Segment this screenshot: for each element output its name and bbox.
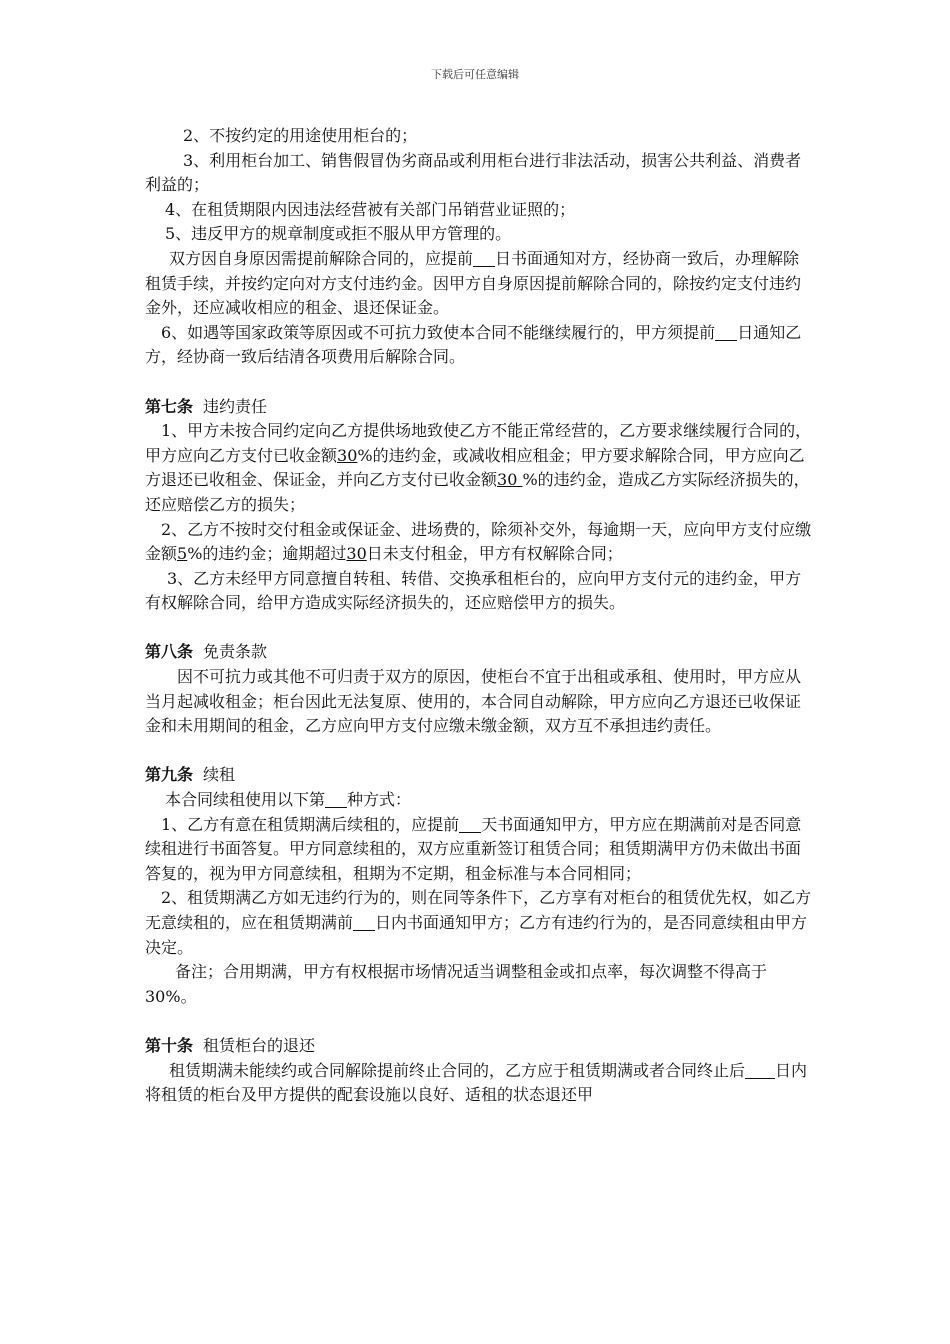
article-7-clause-1: 1、甲方未按合同约定向乙方提供场地致使乙方不能正常经营的，乙方要求继续履行合同的，甲方应向乙方支付已收金额30%的违约金，或减收相应租金；甲方要求解除合同，甲方应向乙方退还已收租金、保证金，并向乙方支付已收金额30 %的违约金，造成乙方实际经济损失的，还应赔偿乙方的损失； (145, 421, 812, 514)
clause-5: 5、违反甲方的规章制度或拒不服从甲方管理的。 (165, 224, 512, 244)
article-number: 第十条 (145, 1035, 194, 1055)
article-8-heading (145, 640, 813, 665)
document-body (145, 124, 813, 1108)
article-10-paragraph: 租赁期满未能续约或合同解除提前终止合同的，乙方应于租赁期满或者合同终止后 日内将租赁的柜台及甲方提供的配套设施以良好、适租的状态退还甲 (145, 1060, 808, 1105)
blank-underline (473, 250, 495, 267)
article-title: 续租 (203, 765, 236, 785)
article-9-intro: 本合同续租使用以下第 种方式： (165, 790, 412, 810)
article-title: 租赁柜台的退还 (203, 1035, 316, 1055)
clause-6: 6、如遇等国家政策等原因或不可抗力致使本合同不能继续履行的，甲方须提前 日通知乙方，经协商一致后结清各项费用后解除合同。 (145, 322, 802, 367)
clause-3: 3、利用柜台加工、销售假冒伪劣商品或利用柜台进行非法活动，损害公共利益、消费者利益的； (145, 150, 802, 195)
article-7-clause-3: 3、乙方未经甲方同意擅自转租、转借、交换承租柜台的，应向甲方支付元的违约金，甲方有权解除合同，给甲方造成实际经济损失的，还应赔偿甲方的损失。 (145, 568, 802, 613)
blank-underline (353, 914, 375, 931)
article-title: 免责条款 (203, 642, 268, 662)
article-8-paragraph: 因不可抗力或其他不可归责于双方的原因，使柜台不宜于出租或承租、使用时，甲方应从当月起减收租金；柜台因此无法复原、使用的，本合同自动解除，甲方应向乙方退还已收保证金和未用期间的租金，乙方应向甲方支付应缴未缴金额，双方互不承担违约责任。 (145, 667, 802, 736)
article-9-note: 备注；合用期满，甲方有权根据市场情况适当调整租金或扣点率，每次调整不得高于30%。 (145, 962, 768, 1006)
blank-underline (715, 324, 737, 341)
underlined-value: 5 (177, 544, 188, 564)
underlined-value: 30 (337, 445, 358, 465)
article-7-heading (145, 395, 813, 420)
article-10-heading (145, 1034, 813, 1059)
article-7-clause-2: 2、乙方不按时交付租金或保证金、进场费的，除须补交外，每逾期一天，应向甲方支付应缴金额5%的违约金；逾期超过30日未支付租金，甲方有权解除合同； (145, 519, 812, 564)
article-number: 第七条 (145, 396, 194, 416)
article-9-clause-1: 1、乙方有意在租赁期满后续租的，应提前 天书面通知甲方，甲方应在期满前对是否同意续租进行书面答复。甲方同意续租的，双方应重新签订租赁合同；租赁期满甲方仍未做出书面答复的，视为甲方同意续租，租期为不定期，租金标准与本合同相同； (145, 814, 802, 883)
early-termination-paragraph: 双方因自身原因需提前解除合同的，应提前 日书面通知对方，经协商一致后，办理解除租赁手续，并按约定向对方支付违约金。因甲方自身原因提前解除合同的，除按约定支付违约金外，还应减收相应的租金、退还保证金。 (145, 248, 802, 318)
blank-underline (745, 1062, 775, 1079)
blank-underline (459, 816, 481, 833)
article-title: 违约责任 (203, 396, 268, 416)
article-9-heading (145, 763, 813, 788)
clause-4: 4、在租赁期限内因违法经营被有关部门吊销营业证照的； (165, 199, 576, 219)
blank-underline (325, 791, 347, 808)
clause-2: 2、不按约定的用途使用柜台的； (183, 126, 418, 145)
page-header: 下载后可任意编辑 (431, 68, 519, 81)
article-9-clause-2: 2、租赁期满乙方如无违约行为的，则在同等条件下，乙方享有对柜台的租赁优先权，如乙方无意续租的，应在租赁期满前 日内书面通知甲方；乙方有违约行为的，是否同意续租由甲方决定。 (145, 888, 812, 957)
underlined-value: 30 (346, 544, 367, 564)
article-number: 第九条 (145, 765, 194, 785)
article-number: 第八条 (145, 642, 194, 662)
underlined-value: 30 (497, 470, 523, 490)
